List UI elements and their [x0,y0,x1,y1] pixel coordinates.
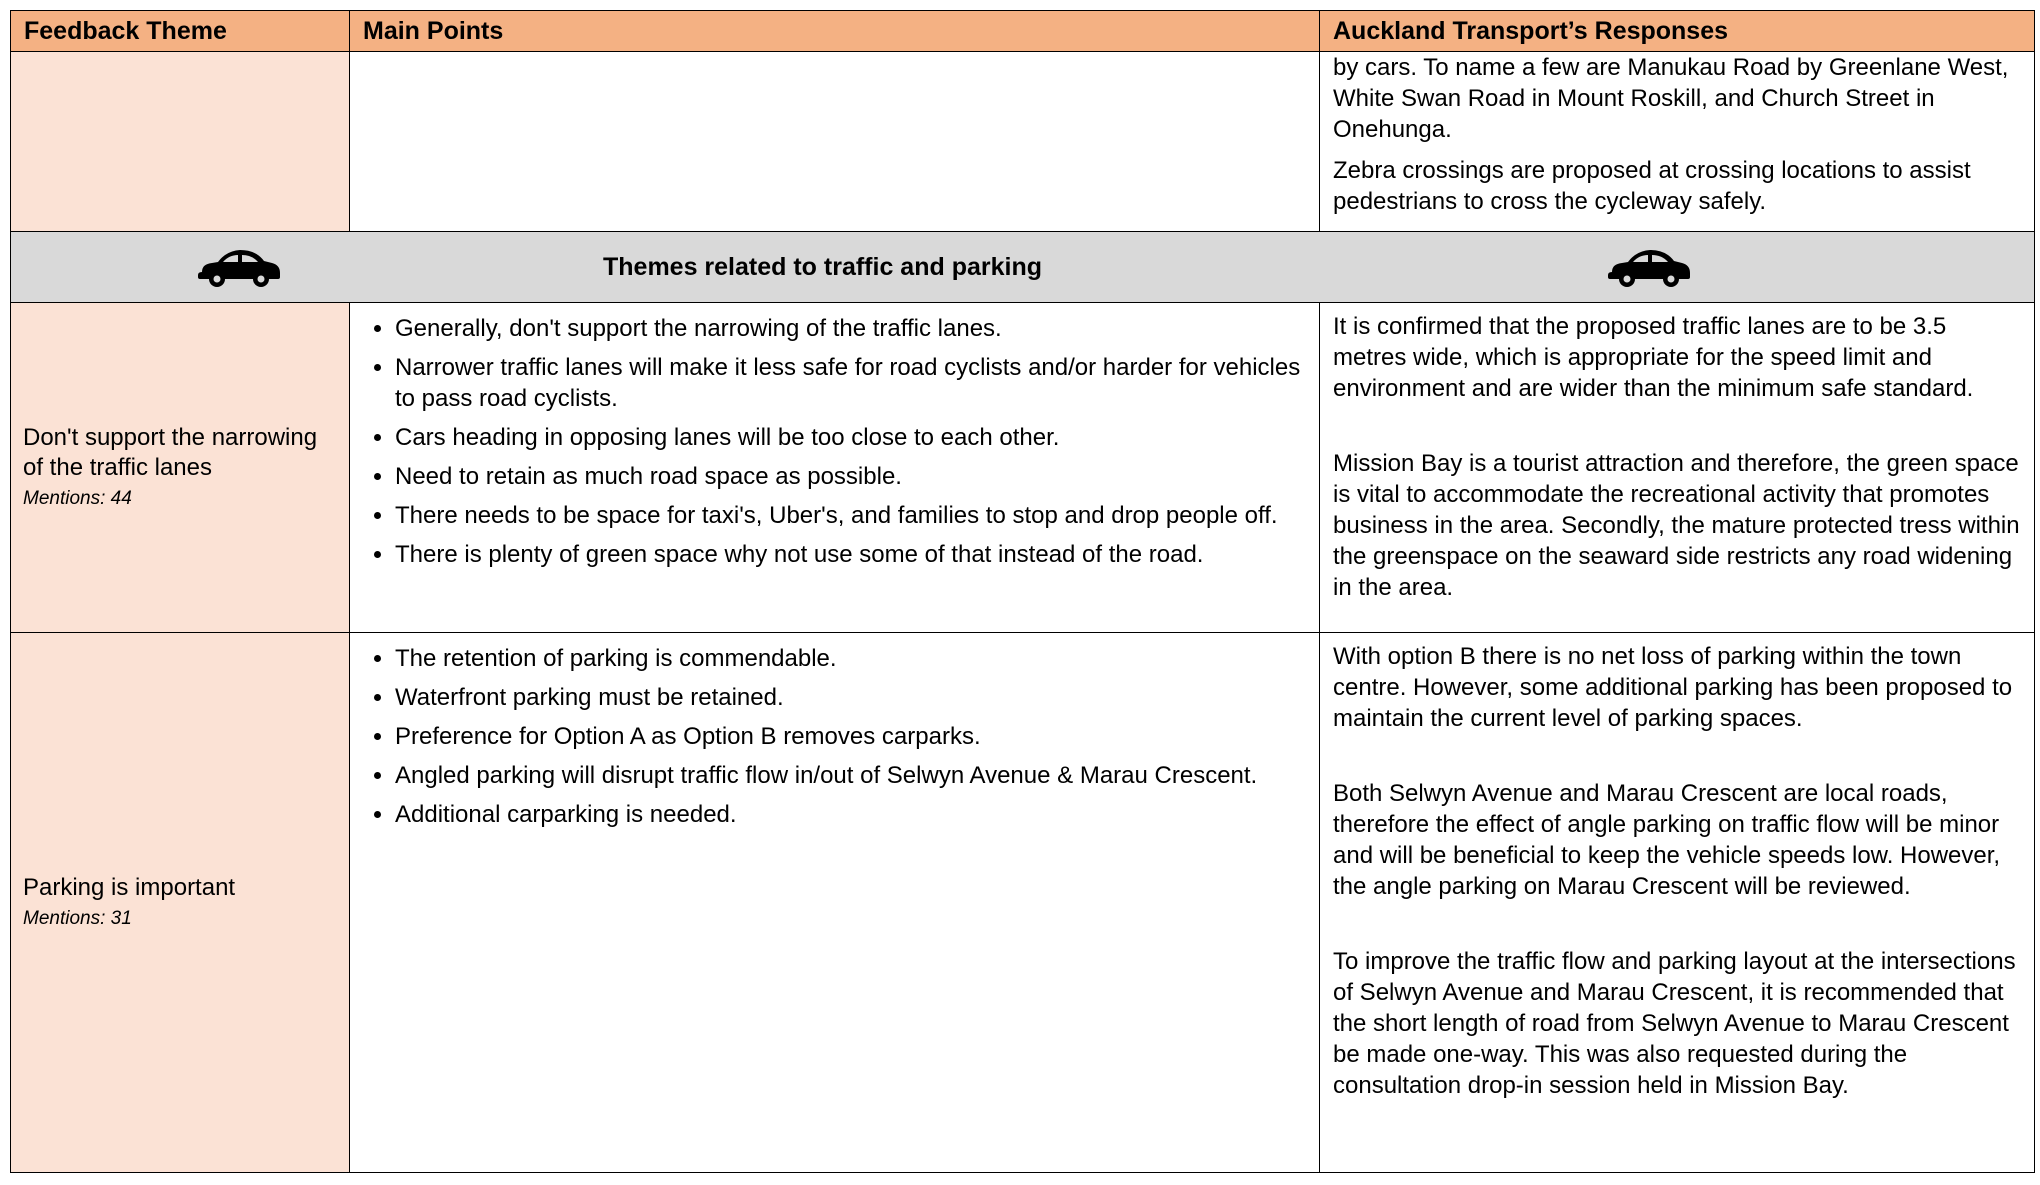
theme-title: Don't support the narrowing of the traffic lanes [23,423,318,481]
car-icon [1606,246,1692,288]
table-header-row [11,11,2035,52]
section-separator-row [11,232,2035,303]
response-paragraph: Mission Bay is a tourist attraction and therefore, the green space is vital to accommodate the recreational activity that promotes business in the area. Secondly, the mature protected tress within the greenspace on the seaward side restricts any road widening in the area. [1333,450,2020,601]
response-cell [1320,52,2035,232]
list-item: • There needs to be space for taxi's, Uber's, and families to stop and drop people off. [395,500,1307,531]
list-item: • Angled parking will disrupt traffic flow in/out of Selwyn Avenue & Marau Crescent. [395,760,1307,791]
section-separator [11,232,2035,303]
response-paragraph: To improve the traffic flow and parking layout at the intersections of Selwyn Avenue and Marau Crescent, it is recommended that the short length of road from Selwyn Avenue to Marau Crescent be made one-way. This was also requested during the consultation drop-in session held in Mission Bay. [1333,948,2016,1099]
response-paragraph: With option B there is no net loss of parking within the town centre. However, some additional parking has been proposed to maintain the current level of parking spaces. [1333,643,2013,732]
list-item: • Additional carparking is needed. [395,799,1307,830]
list-item: • Cars heading in opposing lanes will be too close to each other. [395,422,1307,453]
mentions-count: Mentions: 44 [23,487,132,509]
table-row [11,303,2035,633]
response-paragraph: by cars. To name a few are Manukau Road by Greenlane West, White Swan Road in Mount Roskill, and Church Street in Onehunga. [1333,54,2009,143]
points-list [362,313,1307,570]
table-row-continued [11,52,2035,232]
response-paragraph: Both Selwyn Avenue and Marau Crescent are local roads, therefore the effect of angle parking on traffic flow will be minor and will be beneficial to keep the vehicle speeds low. However, the angle parking on Marau Crescent will be reviewed. [1333,780,2001,900]
list-item: • Generally, don't support the narrowing of the traffic lanes. [395,313,1307,344]
feedback-table [10,10,2035,1173]
car-icon [196,246,282,288]
table-row [11,633,2035,1173]
list-item: • The retention of parking is commendable. [395,643,1307,674]
list-item: • Narrower traffic lanes will make it less safe for road cyclists and/or harder for vehicles to pass road cyclists. [395,352,1307,414]
points-list [362,643,1307,830]
response-paragraph: It is confirmed that the proposed traffic lanes are to be 3.5 metres wide, which is appropriate for the speed limit and environment and are wider than the minimum safe standard. [1333,313,1974,402]
header-feedback-theme: Feedback Theme [11,11,350,52]
response-cell [1320,633,2035,1173]
theme-cell-empty [11,52,350,232]
response-paragraph: Zebra crossings are proposed at crossing locations to assist pedestrians to cross the cycleway safely. [1333,157,1971,215]
list-item: • Waterfront parking must be retained. [395,682,1307,713]
points-cell [350,303,1320,633]
points-cell-empty [350,52,1320,232]
list-item: • There is plenty of green space why not use some of that instead of the road. [395,539,1307,570]
theme-cell [11,303,350,633]
section-title: Themes related to traffic and parking [603,252,1042,281]
response-cell [1320,303,2035,633]
points-cell [350,633,1320,1173]
list-item: • Preference for Option A as Option B removes carparks. [395,721,1307,752]
theme-title: Parking is important [23,873,236,901]
header-responses: Auckland Transport’s Responses [1320,11,2035,52]
theme-cell [11,633,350,1173]
header-main-points: Main Points [350,11,1320,52]
mentions-count: Mentions: 31 [23,907,132,929]
list-item: • Need to retain as much road space as possible. [395,461,1307,492]
